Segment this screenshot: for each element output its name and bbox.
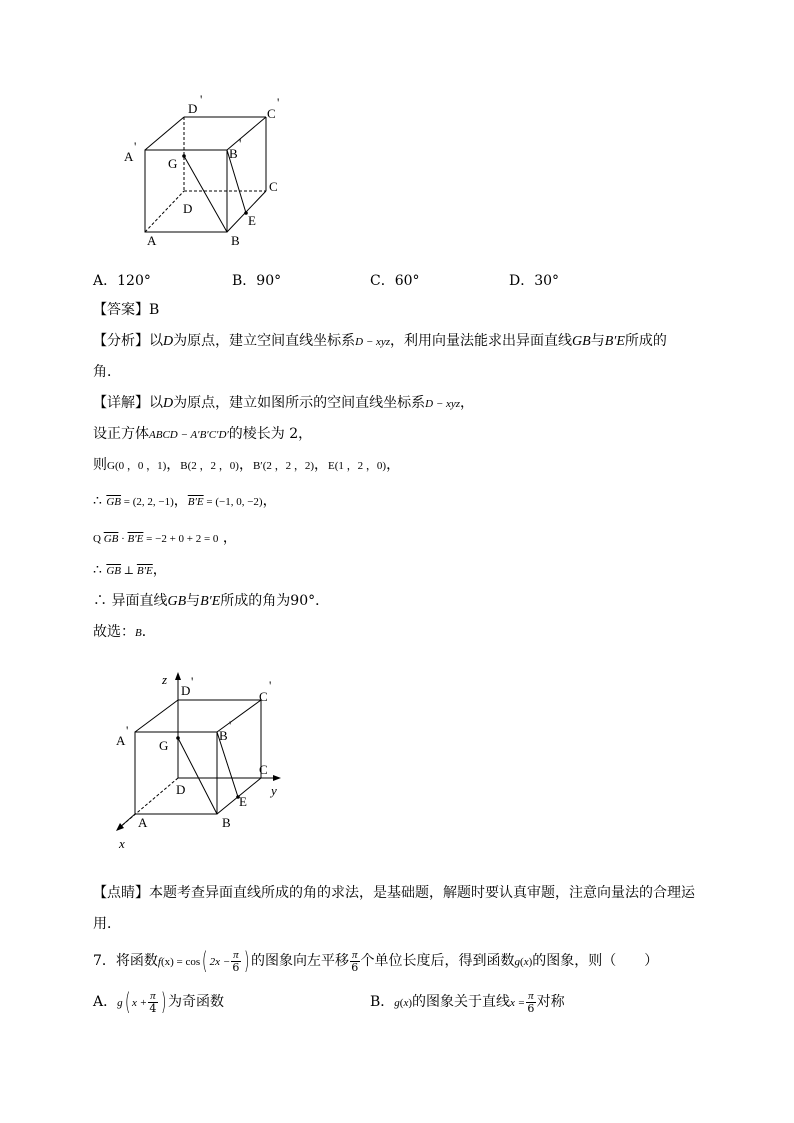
label-B-prime: B bbox=[229, 146, 238, 161]
axis-y-label: y bbox=[271, 783, 277, 798]
comment-line-2: 用． bbox=[93, 916, 121, 932]
svg-text:': ' bbox=[191, 674, 194, 689]
label-C: C bbox=[269, 179, 278, 194]
label2-C: C bbox=[259, 762, 268, 777]
axis-x-label: x bbox=[119, 836, 125, 851]
detail-line-2: 设正方体ABCD − A′B′C′D′的棱长为 2， bbox=[93, 426, 313, 442]
cube-figure-2 bbox=[105, 668, 305, 853]
label-G: G bbox=[168, 156, 178, 171]
svg-text:': ' bbox=[134, 139, 137, 154]
comment-line-1: 【点睛】本题考查异面直线所成的角的求法，是基础题，解题时要认真审题，注意向量法的合理运 bbox=[93, 885, 695, 901]
svg-text:': ' bbox=[200, 95, 203, 107]
label2-D: D bbox=[176, 782, 186, 797]
detail-line-7: ∴ 异面直线GB与B′E所成的角为90°． bbox=[93, 593, 330, 609]
label2-A: A bbox=[138, 815, 148, 830]
q7-stem: 7．将函数f(x) = cos( 2x − $\frac{\pi}{6}$ ) 的图象向左平移 $\frac{\pi}{6}$ 个单位长度后，得到函数g(x)的图象，则（ ） bbox=[93, 947, 659, 975]
label2-B-prime: B bbox=[219, 728, 228, 743]
svg-text:': ' bbox=[239, 136, 242, 151]
label2-C-prime: C bbox=[259, 689, 268, 704]
analysis-line-1: 【分析】以D为原点，建立空间直线坐标系D − xyz，利用向量法能求出异面直线GB与B′E所成的 bbox=[93, 333, 667, 349]
q7-option-a: A．g( x + $\frac{\pi}{4}$ ) 为奇函数 bbox=[93, 988, 224, 1016]
detail-line-6: ∴ $\overline{GB}$ ⊥ B′E， bbox=[93, 562, 167, 578]
choice-b: B．90° bbox=[232, 273, 282, 289]
svg-text:': ' bbox=[269, 678, 272, 693]
detail-line-5: Q $\overline{GB} \cdot B'E = -2 + 0 + 2 = 0$ ， bbox=[93, 530, 237, 546]
cube-figure-1 bbox=[110, 95, 310, 255]
svg-text:': ' bbox=[126, 723, 129, 738]
detail-line-8: 故选：B． bbox=[93, 624, 156, 640]
label2-D-prime: D bbox=[181, 683, 191, 698]
svg-text:': ' bbox=[229, 718, 232, 733]
analysis-line-2: 角． bbox=[93, 364, 121, 380]
svg-text:': ' bbox=[277, 95, 280, 110]
label-B: B bbox=[231, 233, 240, 248]
label-C-prime: C bbox=[267, 106, 276, 121]
label2-B: B bbox=[222, 815, 231, 830]
choice-a: A．120° bbox=[93, 273, 151, 289]
q7-option-b: B．g(x)的图象关于直线x = $\frac{\pi}{6}$ 对称 bbox=[370, 989, 565, 1015]
label-E: E bbox=[248, 213, 256, 228]
label-A-prime: A bbox=[124, 149, 134, 164]
label-D: D bbox=[183, 201, 193, 216]
label-D-prime: D bbox=[188, 101, 198, 116]
label-A: A bbox=[147, 233, 157, 248]
label2-A-prime: A bbox=[116, 733, 126, 748]
answer-line: 【答案】B bbox=[93, 302, 160, 318]
choice-d: D．30° bbox=[509, 273, 560, 289]
detail-line-1: 【详解】以D为原点，建立如图所示的空间直线坐标系D − xyz， bbox=[93, 395, 475, 411]
detail-line-3: 则G(0 ，0 ，1)，B(2 ，2 ，0)，B′(2 ，2 ，2)，E(1 ，2 ，0)， bbox=[93, 457, 401, 473]
label2-G: G bbox=[159, 738, 169, 753]
detail-line-4: ∴ $\overline{GB} = (2$, 2, −1)，B′E = (−1, 0, −2)， bbox=[93, 493, 277, 509]
axis-z-label: z bbox=[162, 672, 168, 687]
choice-c: C．60° bbox=[370, 273, 420, 289]
label2-E: E bbox=[239, 794, 247, 809]
